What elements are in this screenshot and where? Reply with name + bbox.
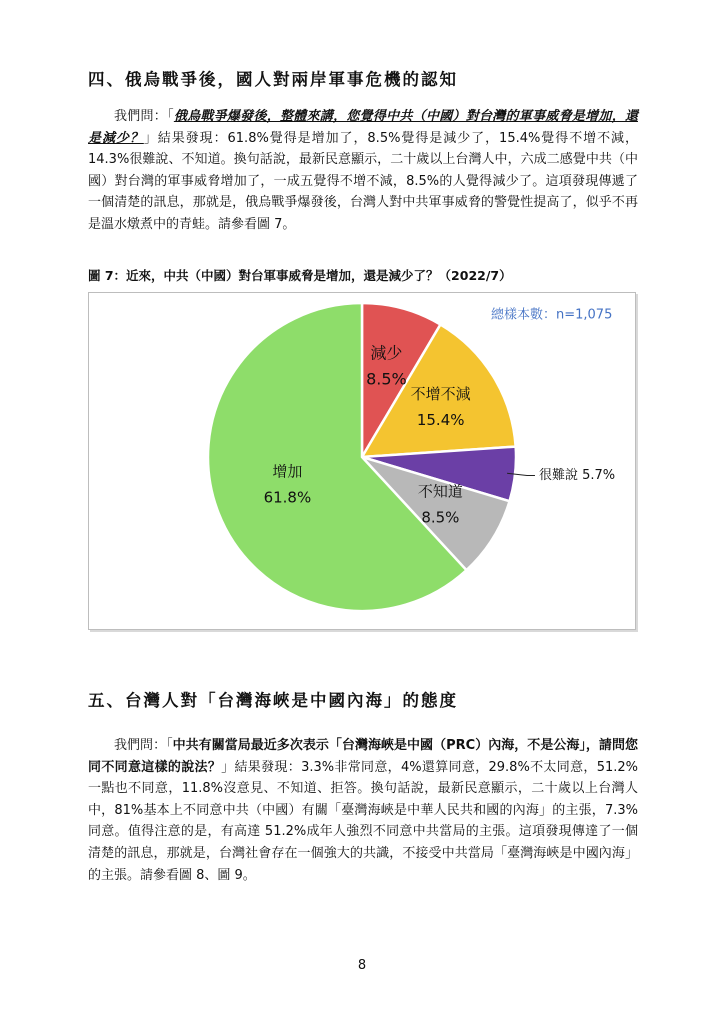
slice-value-4: 61.8% [263,488,312,507]
pie-chart-figure [88,292,636,630]
page-number: 8 [357,958,367,973]
survey-question: 中共有關當局最近多次表示「台灣海峽是中國（PRC）內海，不是公海」，請問您同不同意這樣的說法？ [88,738,638,775]
figure-caption: 圖 7：近來，中共（中國）對台軍事威脅是增加，還是減少了？（2022/7） [88,268,512,283]
sample-size-annotation: 總樣本數：n=1,075 [491,307,613,323]
para-prefix: 我們問：「 [114,109,174,124]
slice-label-2: 很難說 5.7% [538,467,616,483]
section-heading: 五、台灣人對「台灣海峽是中國內海」的態度 [88,691,458,710]
section-paragraph [88,735,638,886]
para-body: 」結果發現：3.3%非常同意，4%還算同意，29.8%不太同意，51.2%一點也不同意，11.8%沒意見、不知道、拒答。換句話說，最新民意顯示，二十歲以上台灣人中，81%基本上不同意中共（中國）有關「臺灣海峽是中華人民共和國的內海」的主張，7.3%同意。值得注意的是，有高達 51.2%成年人強烈不同意中共當局的主張。這項發現傳達了一個清楚的訊息，那就是，台灣社會存在一個強大的共識，不接受中共當局「臺灣海峽是中國內海」的主張。請參看圖 8、圖 9。 [88,759,638,883]
slice-category-1: 不增不減 [410,385,471,404]
survey-question: 俄烏戰爭爆發後，整體來講，您覺得中共（中國）對台灣的軍事威脅是增加，還是減少？ [88,109,638,146]
para-prefix: 我們問：「 [114,738,173,753]
section-heading: 四、俄烏戰爭後，國人對兩岸軍事危機的認知 [88,70,458,89]
slice-category-4: 增加 [272,462,303,481]
slice-category-3: 不知道 [417,482,463,501]
slice-category-0: 減少 [370,343,403,363]
section-paragraph [88,106,638,236]
slice-value-3: 8.5% [421,508,460,527]
pie-chart [89,293,635,629]
para-body: 」結果發現：61.8%覺得是增加了，8.5%覺得是減少了，15.4%覺得不增不減，14.3%很難說、不知道。換句話說，最新民意顯示，二十歲以上台灣人中，六成二感覺中共（中國）對台灣的軍事威脅增加了，一成五覺得不增不減，8.5%的人覺得減少了。這項發現傳遞了一個清楚的訊息，那就是，俄烏戰爭爆發後，台灣人對中共軍事威脅的警覺性提高了，似乎不再是溫水燉煮中的青蛙。請參看圖 7。 [88,130,638,232]
slice-value-1: 15.4% [416,411,465,430]
slice-value-0: 8.5% [366,369,407,389]
